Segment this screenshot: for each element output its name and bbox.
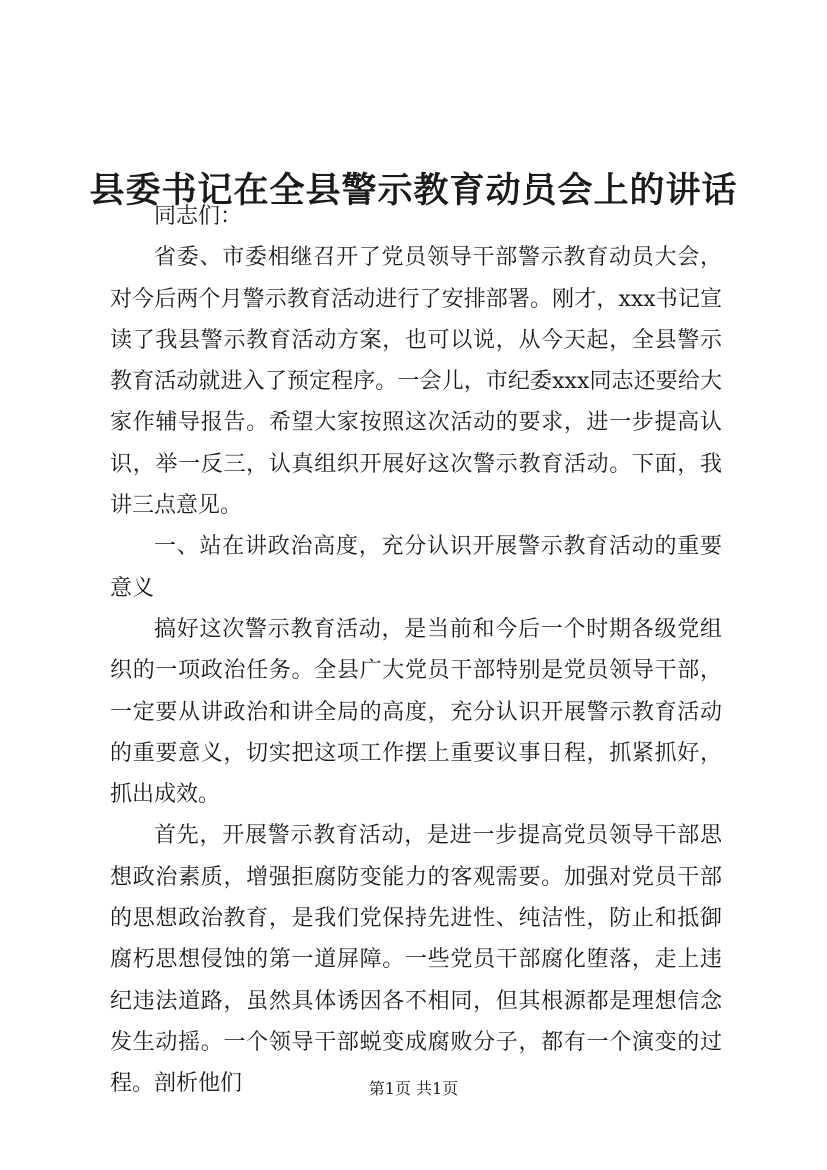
body-paragraph: 首先，开展警示教育活动，是进一步提高党员领导干部思想政治素质，增强拒腐防变能力的客观需要。加强对党员干部的思想政治教育，是我们党保持先进性、纯洁性，防止和抵御腐朽思想侵蚀的第一道屏障。一些党员干部腐化堕落，走上违纪违法道路，虽然具体诱因各不相同，但其根源都是理想信念发生动摇。一个领导干部蜕变成腐败分子，都有一个演变的过程。剖析他们	[110, 823, 722, 1097]
intro-paragraph: 省委、市委相继召开了党员领导干部警示教育动员大会，对今后两个月警示教育活动进行了安排部署。刚才，xxx书记宣读了我县警示教育活动方案，也可以说，从今天起，全县警示教育活动就进入了预定程序。一会儿，市纪委xxx同志还要给大家作辅导报告。希望大家按照这次活动的要求，进一步提高认识，举一反三，认真组织开展好这次警示教育活动。下面，我讲三点意见。	[110, 245, 722, 519]
page-number-footer: 第1页 共1页	[368, 1079, 459, 1098]
document-body	[110, 196, 722, 1105]
body-paragraph: 搞好这次警示教育活动，是当前和今后一个时期各级党组织的一项政治任务。全县广大党员干部特别是党员领导干部，一定要从讲政治和讲全局的高度，充分认识开展警示教育活动的重要意义，切实把这项工作摆上重要议事日程，抓紧抓好，抓出成效。	[110, 616, 722, 808]
document-title: 县委书记在全县警示教育动员会上的讲话	[89, 170, 738, 212]
section-heading: 一、站在讲政治高度，充分认识开展警示教育活动的重要意义	[110, 534, 722, 601]
salutation-paragraph: 同志们：	[154, 204, 243, 229]
